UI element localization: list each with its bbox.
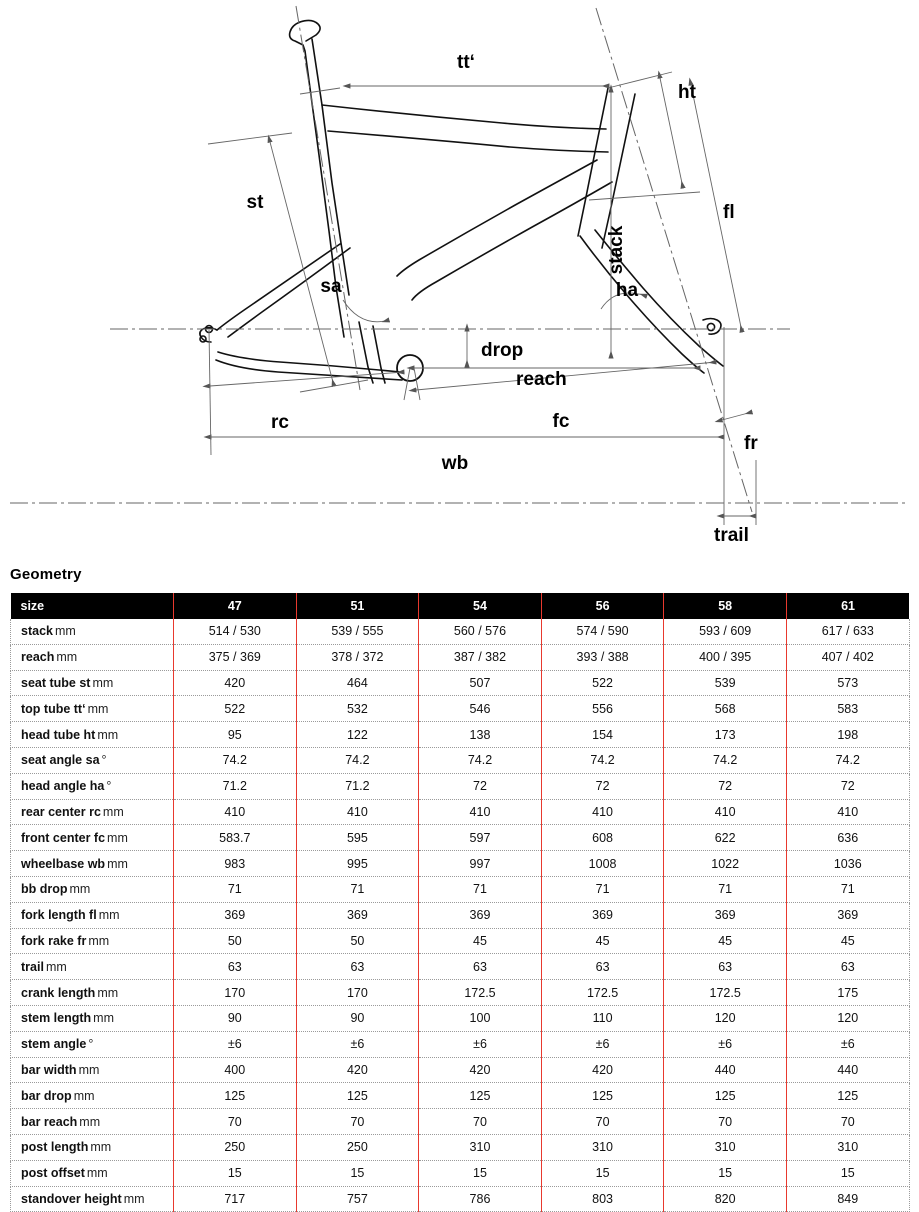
column-header-size-47: 47 [174, 593, 297, 619]
geometry-table [10, 593, 910, 1212]
row-label [11, 747, 174, 773]
row-label-unit: mm [107, 830, 128, 845]
table-cell: 125 [664, 1083, 787, 1109]
row-label-name: standover height [21, 1191, 122, 1206]
table-cell: 170 [174, 980, 297, 1006]
bike-frame-svg [0, 0, 919, 560]
table-cell: 71.2 [296, 773, 419, 799]
column-header-size-56: 56 [541, 593, 664, 619]
row-label-name: rear center rc [21, 804, 101, 819]
table-cell: 622 [664, 825, 787, 851]
table-cell: ±6 [541, 1031, 664, 1057]
label-ha: ha [615, 280, 639, 301]
table-cell: 15 [419, 1160, 542, 1186]
table-cell: 1008 [541, 851, 664, 877]
table-cell: 583 [786, 696, 909, 722]
table-cell: ±6 [296, 1031, 419, 1057]
table-cell: 522 [174, 696, 297, 722]
table-cell: 573 [786, 670, 909, 696]
table-cell: 110 [541, 1005, 664, 1031]
table-cell: 995 [296, 851, 419, 877]
row-label [11, 644, 174, 670]
table-row [11, 980, 910, 1006]
table-cell: 440 [786, 1057, 909, 1083]
table-row [11, 722, 910, 748]
row-label [11, 722, 174, 748]
row-label-name: seat tube st [21, 675, 91, 690]
row-label-name: stem angle [21, 1037, 87, 1052]
row-label-unit: mm [56, 650, 78, 665]
row-label-unit: mm [54, 624, 76, 639]
table-cell: 849 [786, 1186, 909, 1212]
table-cell: 997 [419, 851, 542, 877]
label-st: st [246, 192, 264, 213]
row-label-name: post length [21, 1140, 89, 1155]
table-cell: 593 / 609 [664, 619, 787, 644]
row-label [11, 696, 174, 722]
table-cell: 560 / 576 [419, 619, 542, 644]
table-cell: 120 [786, 1005, 909, 1031]
table-cell: 546 [419, 696, 542, 722]
row-label [11, 670, 174, 696]
table-cell: 532 [296, 696, 419, 722]
table-cell: 70 [541, 1109, 664, 1135]
row-label [11, 954, 174, 980]
table-cell: 378 / 372 [296, 644, 419, 670]
geometry-header-row [11, 593, 910, 619]
table-cell: 63 [664, 954, 787, 980]
row-label-name: wheelbase wb [21, 856, 106, 871]
table-cell: 71 [174, 876, 297, 902]
row-label-name: crank length [21, 985, 96, 1000]
table-cell: 90 [296, 1005, 419, 1031]
row-label-unit: mm [45, 959, 67, 974]
table-cell: 369 [419, 902, 542, 928]
table-cell: ±6 [174, 1031, 297, 1057]
row-label [11, 876, 174, 902]
table-cell: 125 [541, 1083, 664, 1109]
table-cell: 198 [786, 722, 909, 748]
row-label-name: bar width [21, 1062, 77, 1077]
row-label [11, 799, 174, 825]
geometry-table-head [11, 593, 910, 619]
row-label [11, 1109, 174, 1135]
table-cell: 175 [786, 980, 909, 1006]
row-label-unit: mm [88, 933, 110, 948]
table-cell: 250 [296, 1134, 419, 1160]
geometry-table-body [11, 619, 910, 1212]
table-row [11, 619, 910, 644]
table-cell: 514 / 530 [174, 619, 297, 644]
table-row [11, 670, 910, 696]
reference-lines [10, 6, 909, 512]
table-cell: 71 [664, 876, 787, 902]
label-ht: ht [678, 82, 696, 103]
table-cell: 410 [664, 799, 787, 825]
table-row [11, 644, 910, 670]
row-label-unit: mm [79, 1114, 101, 1129]
table-cell: 45 [786, 928, 909, 954]
table-cell: 15 [174, 1160, 297, 1186]
row-label-unit: mm [78, 1062, 100, 1077]
row-label-unit: mm [87, 701, 109, 716]
table-cell: 63 [419, 954, 542, 980]
table-cell: 173 [664, 722, 787, 748]
table-cell: 464 [296, 670, 419, 696]
table-cell: 71 [786, 876, 909, 902]
label-wb: wb [441, 453, 469, 474]
table-cell: 172.5 [541, 980, 664, 1006]
table-row [11, 876, 910, 902]
table-cell: 595 [296, 825, 419, 851]
row-label-name: reach [21, 650, 55, 665]
row-label [11, 902, 174, 928]
table-cell: 72 [786, 773, 909, 799]
row-label-unit: mm [123, 1191, 145, 1206]
table-cell: 410 [419, 799, 542, 825]
table-cell: 125 [174, 1083, 297, 1109]
row-label-unit: mm [69, 882, 91, 897]
column-header-size-61: 61 [786, 593, 909, 619]
table-cell: 539 / 555 [296, 619, 419, 644]
table-cell: 636 [786, 825, 909, 851]
table-cell: 420 [174, 670, 297, 696]
table-cell: 400 / 395 [664, 644, 787, 670]
table-cell: 154 [541, 722, 664, 748]
geometry-table-container [10, 593, 909, 1212]
table-cell: 50 [174, 928, 297, 954]
table-cell: 45 [419, 928, 542, 954]
table-cell: 125 [296, 1083, 419, 1109]
row-label-unit: mm [97, 727, 119, 742]
label-reach: reach [516, 369, 567, 390]
table-cell: 369 [664, 902, 787, 928]
table-row [11, 747, 910, 773]
row-label-unit: mm [90, 1140, 112, 1155]
dimension-labels [247, 52, 759, 546]
row-label-unit: mm [98, 908, 120, 923]
table-cell: 172.5 [664, 980, 787, 1006]
table-cell: 369 [174, 902, 297, 928]
label-tt: tt‘ [457, 52, 475, 73]
table-row [11, 851, 910, 877]
table-cell: 608 [541, 825, 664, 851]
table-cell: 597 [419, 825, 542, 851]
table-cell: 125 [786, 1083, 909, 1109]
table-cell: ±6 [419, 1031, 542, 1057]
table-cell: 407 / 402 [786, 644, 909, 670]
table-cell: 70 [664, 1109, 787, 1135]
row-label [11, 851, 174, 877]
row-label-unit: mm [107, 856, 128, 871]
table-row [11, 773, 910, 799]
table-cell: 122 [296, 722, 419, 748]
label-sa: sa [320, 276, 342, 297]
table-row [11, 799, 910, 825]
row-label [11, 1005, 174, 1031]
table-cell: ±6 [664, 1031, 787, 1057]
table-row [11, 1186, 910, 1212]
table-cell: 310 [419, 1134, 542, 1160]
row-label-name: trail [21, 959, 44, 974]
row-label-name: post offset [21, 1166, 85, 1181]
table-cell: 369 [541, 902, 664, 928]
column-header-size-51: 51 [296, 593, 419, 619]
row-label-unit: mm [86, 1166, 108, 1181]
table-cell: 387 / 382 [419, 644, 542, 670]
table-cell: 74.2 [664, 747, 787, 773]
table-cell: 72 [664, 773, 787, 799]
row-label-name: front center fc [21, 830, 106, 845]
table-cell: 757 [296, 1186, 419, 1212]
row-label [11, 1057, 174, 1083]
row-label-unit: mm [92, 675, 114, 690]
row-label-name: head angle ha [21, 779, 105, 794]
table-cell: 120 [664, 1005, 787, 1031]
table-cell: 15 [664, 1160, 787, 1186]
row-label [11, 619, 174, 644]
row-label-unit: ° [88, 1037, 94, 1052]
row-label-name: top tube tt‘ [21, 701, 86, 716]
row-label [11, 1031, 174, 1057]
table-cell: 74.2 [174, 747, 297, 773]
table-cell: 74.2 [541, 747, 664, 773]
table-cell: 71 [296, 876, 419, 902]
table-cell: 71.2 [174, 773, 297, 799]
table-row [11, 696, 910, 722]
table-row [11, 1134, 910, 1160]
table-cell: 420 [541, 1057, 664, 1083]
table-cell: 310 [786, 1134, 909, 1160]
table-cell: 369 [296, 902, 419, 928]
table-cell: 393 / 388 [541, 644, 664, 670]
row-label [11, 980, 174, 1006]
table-cell: 15 [786, 1160, 909, 1186]
table-cell: 617 / 633 [786, 619, 909, 644]
table-cell: 74.2 [419, 747, 542, 773]
row-label [11, 1134, 174, 1160]
table-cell: 70 [174, 1109, 297, 1135]
row-label-unit: mm [73, 1088, 95, 1103]
table-cell: 63 [296, 954, 419, 980]
table-cell: 70 [419, 1109, 542, 1135]
table-cell: 170 [296, 980, 419, 1006]
row-label-name: fork rake fr [21, 933, 87, 948]
table-cell: 138 [419, 722, 542, 748]
table-cell: 70 [786, 1109, 909, 1135]
row-label [11, 1186, 174, 1212]
row-label-name: fork length fl [21, 908, 97, 923]
table-cell: 63 [174, 954, 297, 980]
table-cell: ±6 [786, 1031, 909, 1057]
table-cell: 420 [296, 1057, 419, 1083]
column-header-size: size [11, 593, 174, 619]
table-cell: 95 [174, 722, 297, 748]
table-cell: 45 [541, 928, 664, 954]
table-cell: 410 [541, 799, 664, 825]
table-cell: 1036 [786, 851, 909, 877]
table-cell: 410 [296, 799, 419, 825]
table-cell: 74.2 [296, 747, 419, 773]
table-cell: 983 [174, 851, 297, 877]
row-label-unit: ° [106, 779, 112, 794]
label-trail: trail [714, 525, 749, 546]
table-cell: 250 [174, 1134, 297, 1160]
table-cell: 1022 [664, 851, 787, 877]
table-cell: 125 [419, 1083, 542, 1109]
label-rc: rc [271, 412, 289, 433]
row-label-unit: mm [97, 985, 119, 1000]
table-row [11, 1109, 910, 1135]
table-cell: 507 [419, 670, 542, 696]
row-label [11, 1083, 174, 1109]
table-cell: 172.5 [419, 980, 542, 1006]
table-row [11, 825, 910, 851]
table-cell: 72 [541, 773, 664, 799]
row-label [11, 1160, 174, 1186]
table-cell: 440 [664, 1057, 787, 1083]
table-cell: 803 [541, 1186, 664, 1212]
table-cell: 310 [664, 1134, 787, 1160]
row-label-name: bb drop [21, 882, 68, 897]
table-cell: 717 [174, 1186, 297, 1212]
table-row [11, 1160, 910, 1186]
table-cell: 72 [419, 773, 542, 799]
table-cell: 74.2 [786, 747, 909, 773]
table-cell: 539 [664, 670, 787, 696]
table-cell: 522 [541, 670, 664, 696]
row-label-unit: ° [101, 753, 107, 768]
dimension-lines [208, 72, 756, 525]
table-row [11, 928, 910, 954]
table-cell: 63 [786, 954, 909, 980]
table-cell: 420 [419, 1057, 542, 1083]
table-row [11, 954, 910, 980]
label-fl: fl [723, 202, 735, 223]
table-cell: 410 [174, 799, 297, 825]
table-row [11, 1031, 910, 1057]
table-row [11, 1005, 910, 1031]
table-cell: 15 [541, 1160, 664, 1186]
row-label-unit: mm [93, 1011, 114, 1026]
row-label-name: seat angle sa [21, 753, 100, 768]
table-cell: 556 [541, 696, 664, 722]
table-cell: 310 [541, 1134, 664, 1160]
table-row [11, 1083, 910, 1109]
label-fc: fc [552, 411, 570, 432]
table-cell: 369 [786, 902, 909, 928]
table-row [11, 902, 910, 928]
row-label-name: bar reach [21, 1114, 78, 1129]
row-label [11, 825, 174, 851]
label-stack: stack [606, 225, 627, 275]
row-label-name: stem length [21, 1011, 92, 1026]
column-header-size-54: 54 [419, 593, 542, 619]
row-label-unit: mm [102, 804, 124, 819]
row-label [11, 928, 174, 954]
row-label-name: bar drop [21, 1088, 72, 1103]
table-cell: 786 [419, 1186, 542, 1212]
row-label-name: head tube ht [21, 727, 96, 742]
table-cell: 100 [419, 1005, 542, 1031]
table-cell: 50 [296, 928, 419, 954]
table-cell: 375 / 369 [174, 644, 297, 670]
frame-geometry-diagram [0, 0, 919, 560]
table-cell: 70 [296, 1109, 419, 1135]
label-drop: drop [481, 340, 524, 361]
table-cell: 583.7 [174, 825, 297, 851]
column-header-size-58: 58 [664, 593, 787, 619]
label-fr: fr [744, 433, 758, 454]
page-title: Geometry [10, 566, 82, 583]
row-label-name: stack [21, 624, 53, 639]
table-cell: 71 [541, 876, 664, 902]
table-cell: 45 [664, 928, 787, 954]
table-cell: 568 [664, 696, 787, 722]
table-cell: 71 [419, 876, 542, 902]
table-cell: 63 [541, 954, 664, 980]
table-cell: 15 [296, 1160, 419, 1186]
row-label [11, 773, 174, 799]
table-cell: 820 [664, 1186, 787, 1212]
table-cell: 574 / 590 [541, 619, 664, 644]
table-row [11, 1057, 910, 1083]
table-cell: 90 [174, 1005, 297, 1031]
table-cell: 410 [786, 799, 909, 825]
table-cell: 400 [174, 1057, 297, 1083]
